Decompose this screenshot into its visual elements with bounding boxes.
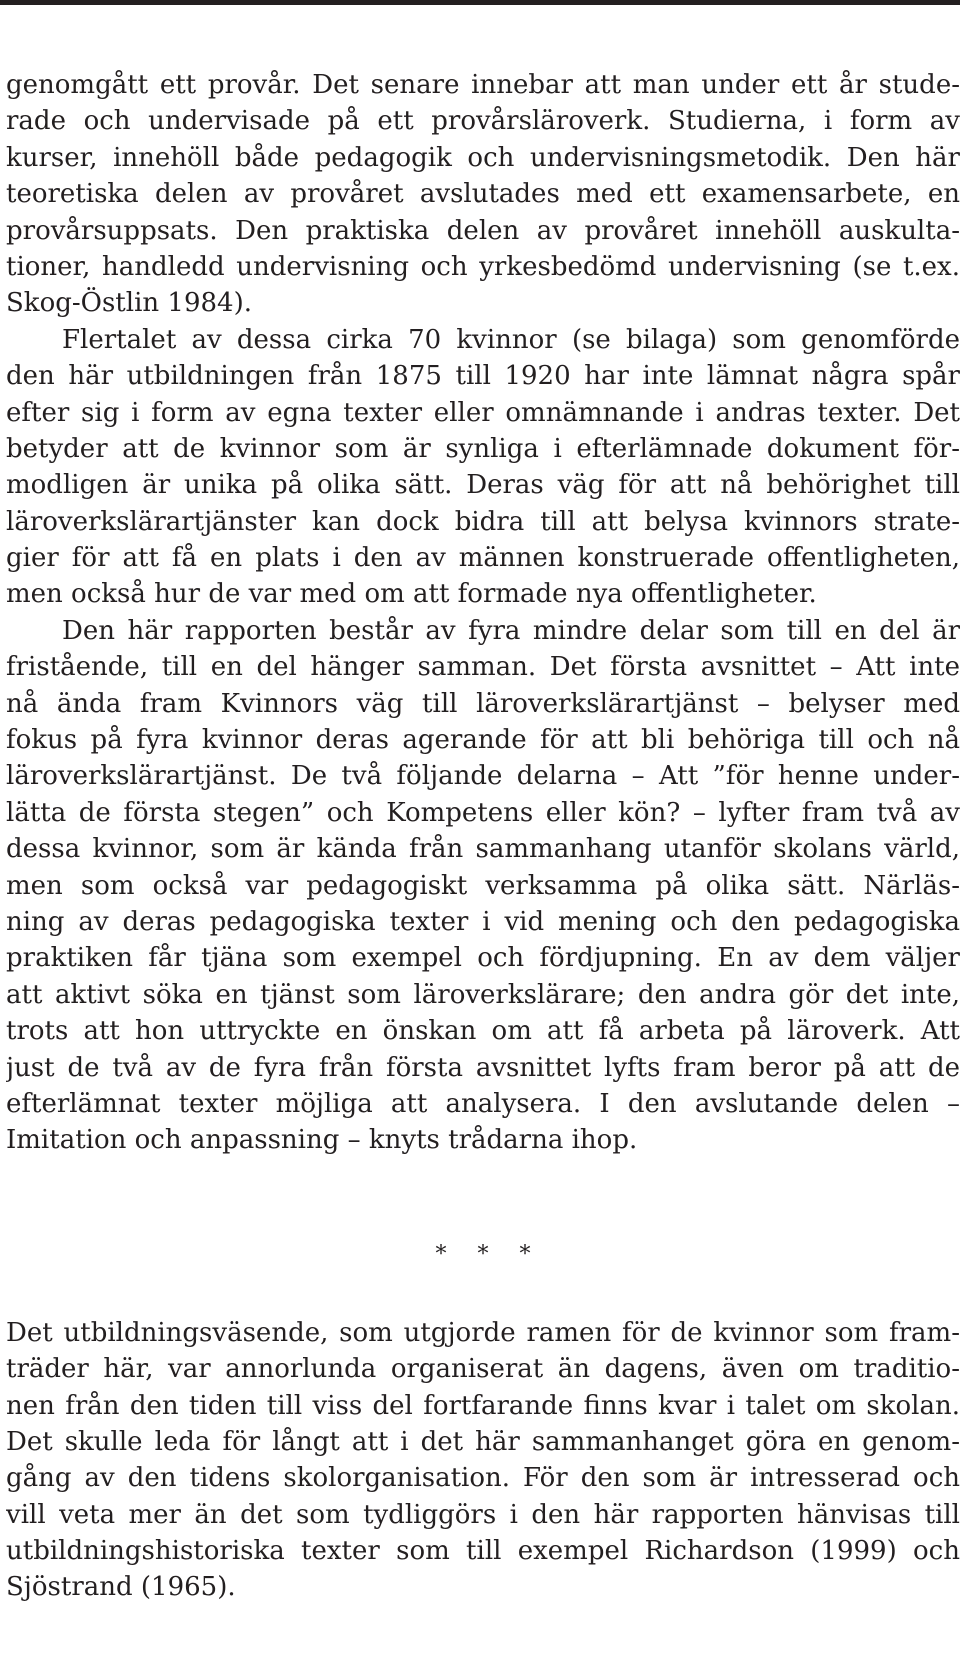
text-line: ning av deras pedagogiska texter i vid mening och den pedagogiska — [6, 906, 960, 937]
page-body — [6, 67, 960, 1606]
text-line: nen från den tiden till viss del fortfarande finns kvar i talet om skolan. — [6, 1390, 960, 1421]
text-line: Det utbildningsväsende, som utgjorde ramen för de kvinnor som fram- — [6, 1317, 960, 1348]
text-line: att aktivt söka en tjänst som läroverkslärare; den andra gör det inte, — [6, 979, 960, 1010]
text-line: läroverkslärartjänster kan dock bidra till att belysa kvinnors strate- — [6, 506, 960, 537]
section-separator: * * * — [435, 1241, 543, 1267]
text-line: lätta de första stegen” och Kompetens eller kön? – lyfter fram två av — [6, 797, 960, 828]
text-line: utbildningshistoriska texter som till exempel Richardson (1999) och — [6, 1536, 960, 1567]
text-line: Skog-Östlin 1984). — [6, 288, 252, 319]
section-2-text — [6, 1315, 960, 1606]
text-line: betyder att de kvinnor som är synliga i efterlämnade dokument för- — [6, 433, 960, 464]
text-line: men också hur de var med om att formade nya offentligheter. — [6, 579, 817, 610]
text-line: Imitation och anpassning – knyts trådarna ihop. — [6, 1125, 638, 1156]
text-line: vill veta mer än det som tydliggörs i den här rapporten hänvisas till — [6, 1499, 960, 1530]
text-line: provårsuppsats. Den praktiska delen av provåret innehöll auskulta- — [6, 215, 960, 246]
text-line: Sjöstrand (1965). — [6, 1572, 236, 1603]
top-rule — [0, 0, 960, 5]
text-line: fokus på fyra kvinnor deras agerande för att bli behöriga till och nå — [6, 725, 960, 756]
text-line: trots att hon uttryckte en önskan om att få arbeta på läroverk. Att — [6, 1016, 960, 1047]
section-1-text — [6, 67, 960, 1159]
text-line: fristående, till en del hänger samman. Det första avsnittet – Att inte — [6, 652, 960, 683]
text-line: praktiken får tjäna som exempel och fördjupning. En av dem väljer — [6, 943, 960, 974]
text-line: kurser, innehöll både pedagogik och undervisningsmetodik. Den här — [6, 142, 960, 173]
text-line: genomgått ett provår. Det senare innebar att man under ett år stude- — [6, 70, 960, 100]
text-line: dessa kvinnor, som är kända från sammanhang utanför skolans värld, — [6, 834, 960, 865]
text-line: träder här, var annorlunda organiserat än dagens, även om traditio- — [6, 1354, 960, 1385]
text-line: Den här rapporten består av fyra mindre delar som till en del är — [62, 615, 960, 646]
text-line: efter sig i form av egna texter eller omnämnande i andras texter. Det — [6, 397, 960, 428]
text-line: nå ända fram Kvinnors väg till läroverkslärartjänst – belyser med — [6, 688, 960, 719]
text-line: modligen är unika på olika sätt. Deras väg för att nå behörighet till — [6, 470, 960, 501]
text-line: rade och undervisade på ett provårsläroverk. Studierna, i form av — [6, 106, 960, 137]
text-line: Flertalet av dessa cirka 70 kvinnor (se bilaga) som genomförde — [62, 324, 960, 355]
text-line: just de två av de fyra från första avsnittet lyfts fram beror på att de — [6, 1052, 960, 1083]
text-line: gång av den tidens skolorganisation. För den som är intresserad och — [6, 1463, 960, 1494]
text-line: efterlämnat texter möjliga att analysera. I den avslutande delen – — [6, 1088, 960, 1119]
text-line: läroverkslärartjänst. De två följande delarna – Att ”för henne under- — [6, 761, 960, 792]
text-line: men som också var pedagogiskt verksamma på olika sätt. Närläs- — [6, 870, 960, 901]
text-line: teoretiska delen av provåret avslutades med ett examensarbete, en — [6, 179, 960, 210]
text-line: tioner, handledd undervisning och yrkesbedömd undervisning (se t.ex. — [6, 251, 960, 282]
text-line: gier för att få en plats i den av männen konstruerade offentligheten, — [6, 543, 960, 574]
text-line: den här utbildningen från 1875 till 1920 har inte lämnat några spår — [6, 361, 960, 392]
text-line: Det skulle leda för långt att i det här sammanhanget göra en genom- — [6, 1426, 960, 1457]
